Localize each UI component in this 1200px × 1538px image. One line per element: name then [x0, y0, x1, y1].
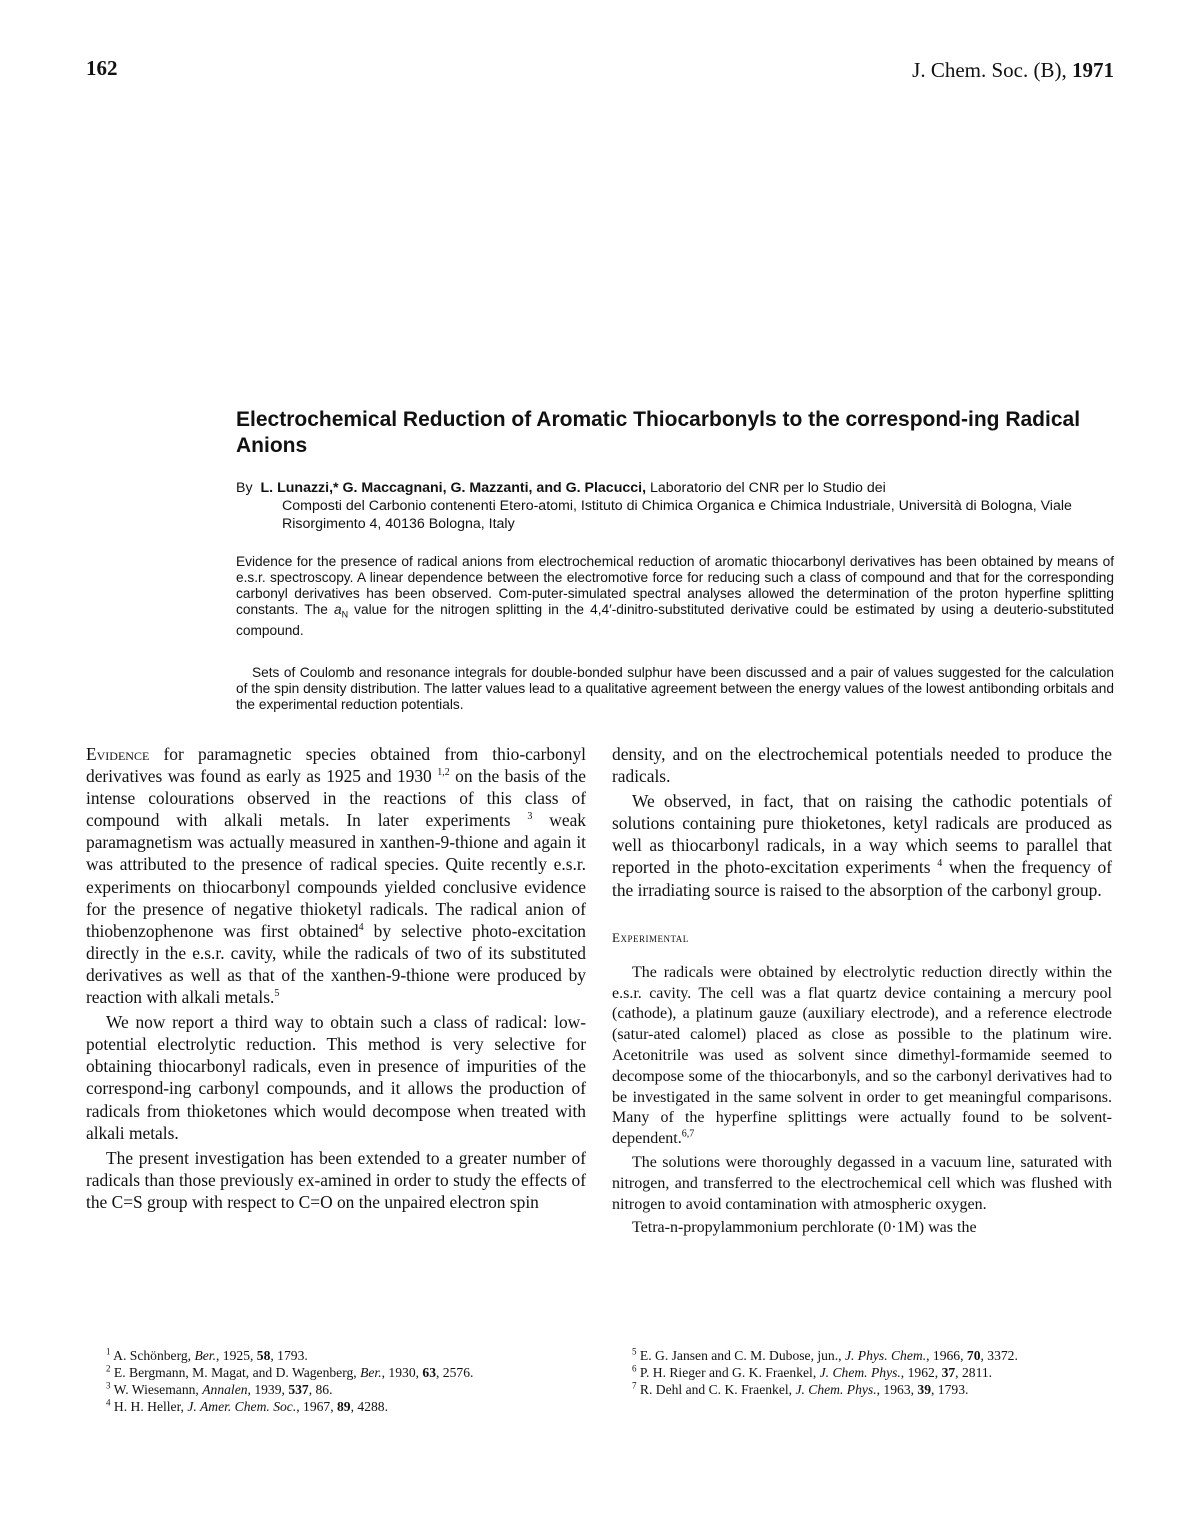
abstract-text: Evidence for the presence of radical anions from electrochemical reduction of aromatic thiocarbonyl derivatives has been obtained by means of e.s.r. spectroscopy. A linear dependence between the electromotive force for reducing such a class of compound and that for the corresponding carbonyl derivatives has been observed. Com-puter-simulated spectral analyses allowed the determination of the proton hyperfine splitting constants. The	[236, 554, 1114, 618]
footnotes-left	[86, 1348, 586, 1416]
footnote-author: R. Dehl and C. K. Fraenkel,	[639, 1382, 796, 1397]
body-paragraph: Tetra-n-propylammonium perchlorate (0·1M) was the	[632, 1219, 977, 1237]
reference-marker: 3	[527, 811, 533, 823]
footnote-number: 7	[632, 1380, 637, 1391]
a-n-symbol: a	[333, 602, 342, 618]
footnote-journal: Ber.	[194, 1348, 216, 1363]
body-paragraph	[612, 790, 1112, 900]
abstract-paragraph-2: Sets of Coulomb and resonance integrals for double-bonded sulphur have been discussed and a pair of values suggested for the calculation of the spin density distribution. The latter values lead to a qualitative agreement between the energy values of the lowest antibonding orbitals and the experimental reduction potentials.	[236, 665, 1114, 713]
footnote-year: , 1966,	[926, 1348, 967, 1363]
body-paragraph: The present investigation has been extended to a greater number of radicals than those previously ex-amined in order to study the effects of the C=S group with respect to C=O on the unpaired electron spin	[86, 1147, 586, 1212]
footnote-volume: 89	[337, 1399, 351, 1414]
article-title: Electrochemical Reduction of Aromatic Thiocarbonyls to the correspond-ing Radical Anions	[236, 408, 1081, 457]
footnote-year: , 1967,	[296, 1399, 337, 1414]
journal-year: 1971	[1072, 58, 1114, 82]
body-paragraph: We now report a third way to obtain such a class of radical: low-potential electrolytic reduction. This method is very selective for obtaining thiocarbonyl radicals, even in presence of impurities of the correspond-ing carbonyl compounds, and it allows the production of radicals from thioketones which would decompose when treated with alkali metals.	[86, 1012, 586, 1143]
footnote	[612, 1365, 1112, 1381]
footnote-volume: 58	[256, 1348, 271, 1363]
author-block	[236, 479, 1114, 533]
footnote-pages: , 2811.	[955, 1365, 993, 1380]
footnote-pages: , 1793.	[931, 1382, 969, 1397]
body-text: by selective photo-excitation directly in the e.s.r. cavity, while the radicals of two of its substituted derivatives as well as that of the xanthen-9-thione were produced by reaction with alkali metals.	[86, 920, 586, 1008]
footnote-year: , 1930,	[381, 1365, 423, 1380]
a-n-subscript: N	[341, 610, 349, 621]
footnote-pages: , 3372.	[980, 1348, 1018, 1363]
footnote-author: A. Schönberg,	[113, 1348, 195, 1363]
footnote-author: P. H. Rieger and G. K. Fraenkel,	[639, 1365, 820, 1380]
footnote-number: 5	[632, 1346, 637, 1357]
footnote-volume: 63	[422, 1365, 436, 1380]
footnote	[86, 1365, 586, 1381]
body-paragraph	[86, 743, 586, 1008]
footnote-year: , 1939,	[247, 1382, 289, 1397]
lead-word: Evidence	[86, 744, 150, 764]
footnote	[86, 1382, 586, 1398]
footnote-number: 4	[106, 1397, 111, 1408]
footnote-author: E. G. Jansen and C. M. Dubose, jun.,	[639, 1348, 845, 1363]
body-text: We observed, in fact, that on raising the cathodic potentials of solutions containing pure thioketones, ketyl radicals are produced as well as thiocarbonyl radicals, in a way which seems to parallel that reported in the photo-excitation experiments	[612, 791, 1112, 878]
footnote	[86, 1348, 586, 1364]
footnote-journal: J. Chem. Phys.	[819, 1365, 901, 1380]
footnote-pages: , 2576.	[436, 1365, 474, 1380]
footnote-number: 6	[632, 1363, 637, 1374]
footnote-pages: , 1793.	[270, 1348, 308, 1363]
reference-marker: 4	[937, 858, 943, 870]
reference-marker: 5	[274, 988, 280, 1000]
reference-marker: 4	[358, 921, 364, 933]
footnote-volume: 70	[966, 1348, 981, 1363]
body-text: weak paramagnetism was actually measured in xanthen-9-thione and again it was attributed to the presence of radical species. Quite recently e.s.r. experiments on thiocarbonyl compounds yielded conclusive evidence for the presence of negative thioketyl radicals. The radical anion of thiobenzophenone was first obtained	[86, 810, 587, 941]
footnote-journal: Ber.	[360, 1365, 382, 1380]
body-text: The radicals were obtained by electrolytic reduction directly within the e.s.r. cavity. The cell was a flat quartz device containing a mercury pool (cathode), a platinum gauze (auxiliary electrode), and a reference electrode (satur-ated calomel) placed as close as possible to the platinum wire. Acetonitrile was used as solvent since dimethyl-formamide seemed to decompose some of the thiocarbonyls, and so the carbonyl derivatives had to be investigated in the same solvent in order to get meaningful comparisons. Many of the hyperfine splittings were actually found to be solvent-dependent.	[612, 963, 1112, 1148]
abstract-paragraph-1	[236, 554, 1114, 639]
footnote-number: 3	[106, 1380, 111, 1391]
footnote	[612, 1382, 1112, 1398]
footnote	[612, 1348, 1112, 1364]
footnote-journal: J. Chem. Phys.	[795, 1382, 877, 1397]
footnote	[86, 1399, 586, 1415]
journal-name: J. Chem. Soc. (B),	[912, 58, 1072, 82]
footnotes-right	[612, 1348, 1112, 1399]
footnote-journal: J. Phys. Chem.	[844, 1348, 927, 1363]
body-column-left	[86, 743, 586, 1213]
body-paragraph: density, and on the electrochemical potentials needed to produce the radicals.	[612, 744, 1112, 787]
footnote-pages: , 4288.	[350, 1399, 388, 1414]
footnote-author: H. H. Heller,	[113, 1399, 188, 1414]
footnote-volume: 537	[288, 1382, 309, 1397]
body-paragraph	[612, 963, 1112, 1150]
footnote-pages: , 86.	[308, 1382, 333, 1397]
affiliation-first-line: Laboratorio del CNR per lo Studio dei	[649, 480, 886, 496]
footnote-volume: 37	[941, 1365, 956, 1380]
footnote-author: E. Bergmann, M. Magat, and D. Wagenberg,	[113, 1365, 361, 1380]
reference-marker: 1,2	[437, 767, 450, 779]
footnote-number: 2	[106, 1363, 111, 1374]
footnote-year: , 1925,	[216, 1348, 257, 1363]
footnote-year: , 1963,	[876, 1382, 918, 1397]
footnote-number: 1	[106, 1346, 111, 1357]
reference-marker: 6,7	[681, 1128, 695, 1140]
abstract-text: value for the nitrogen splitting in the 4,4′-dinitro-substituted derivative could be estimated by using a deuterio-substituted compound.	[236, 602, 1114, 639]
body-paragraph: The solutions were thoroughly degassed in a vacuum line, saturated with nitrogen, and transferred to the electrochemical cell which was flushed with nitrogen to avoid contamination with atmospheric oxygen.	[612, 1153, 1112, 1213]
body-text: on the basis of the intense colourations observed in the reactions of this class of compound with alkali metals. In later experiments	[86, 766, 586, 831]
page-number: 162	[86, 56, 118, 80]
body-text: when the frequency of the irradiating source is raised to the absorption of the carbonyl group.	[612, 857, 1112, 900]
author-names: L. Lunazzi,* G. Maccagnani, G. Mazzanti, and G. Placucci,	[260, 480, 647, 496]
footnote-author: W. Wiesemann,	[113, 1382, 203, 1397]
journal-header	[912, 58, 1114, 83]
footnote-year: , 1962,	[900, 1365, 942, 1380]
affiliation: Composti del Carbonio contenenti Etero-atomi, Istituto di Chimica Organica e Chimica Industriale, Università di Bologna, Viale Risorgimento 4, 40136 Bologna, Italy	[282, 498, 1072, 532]
footnote-volume: 39	[917, 1382, 931, 1397]
byline-prefix: By	[236, 480, 253, 496]
footnote-journal: Annalen	[202, 1382, 248, 1397]
section-heading: Experimental	[612, 929, 689, 945]
footnote-journal: J. Amer. Chem. Soc.	[187, 1399, 297, 1414]
body-text: for paramagnetic species obtained from thio-carbonyl derivatives was found as early as 1925 and 1930	[86, 744, 586, 787]
body-column-right	[612, 743, 1112, 1239]
